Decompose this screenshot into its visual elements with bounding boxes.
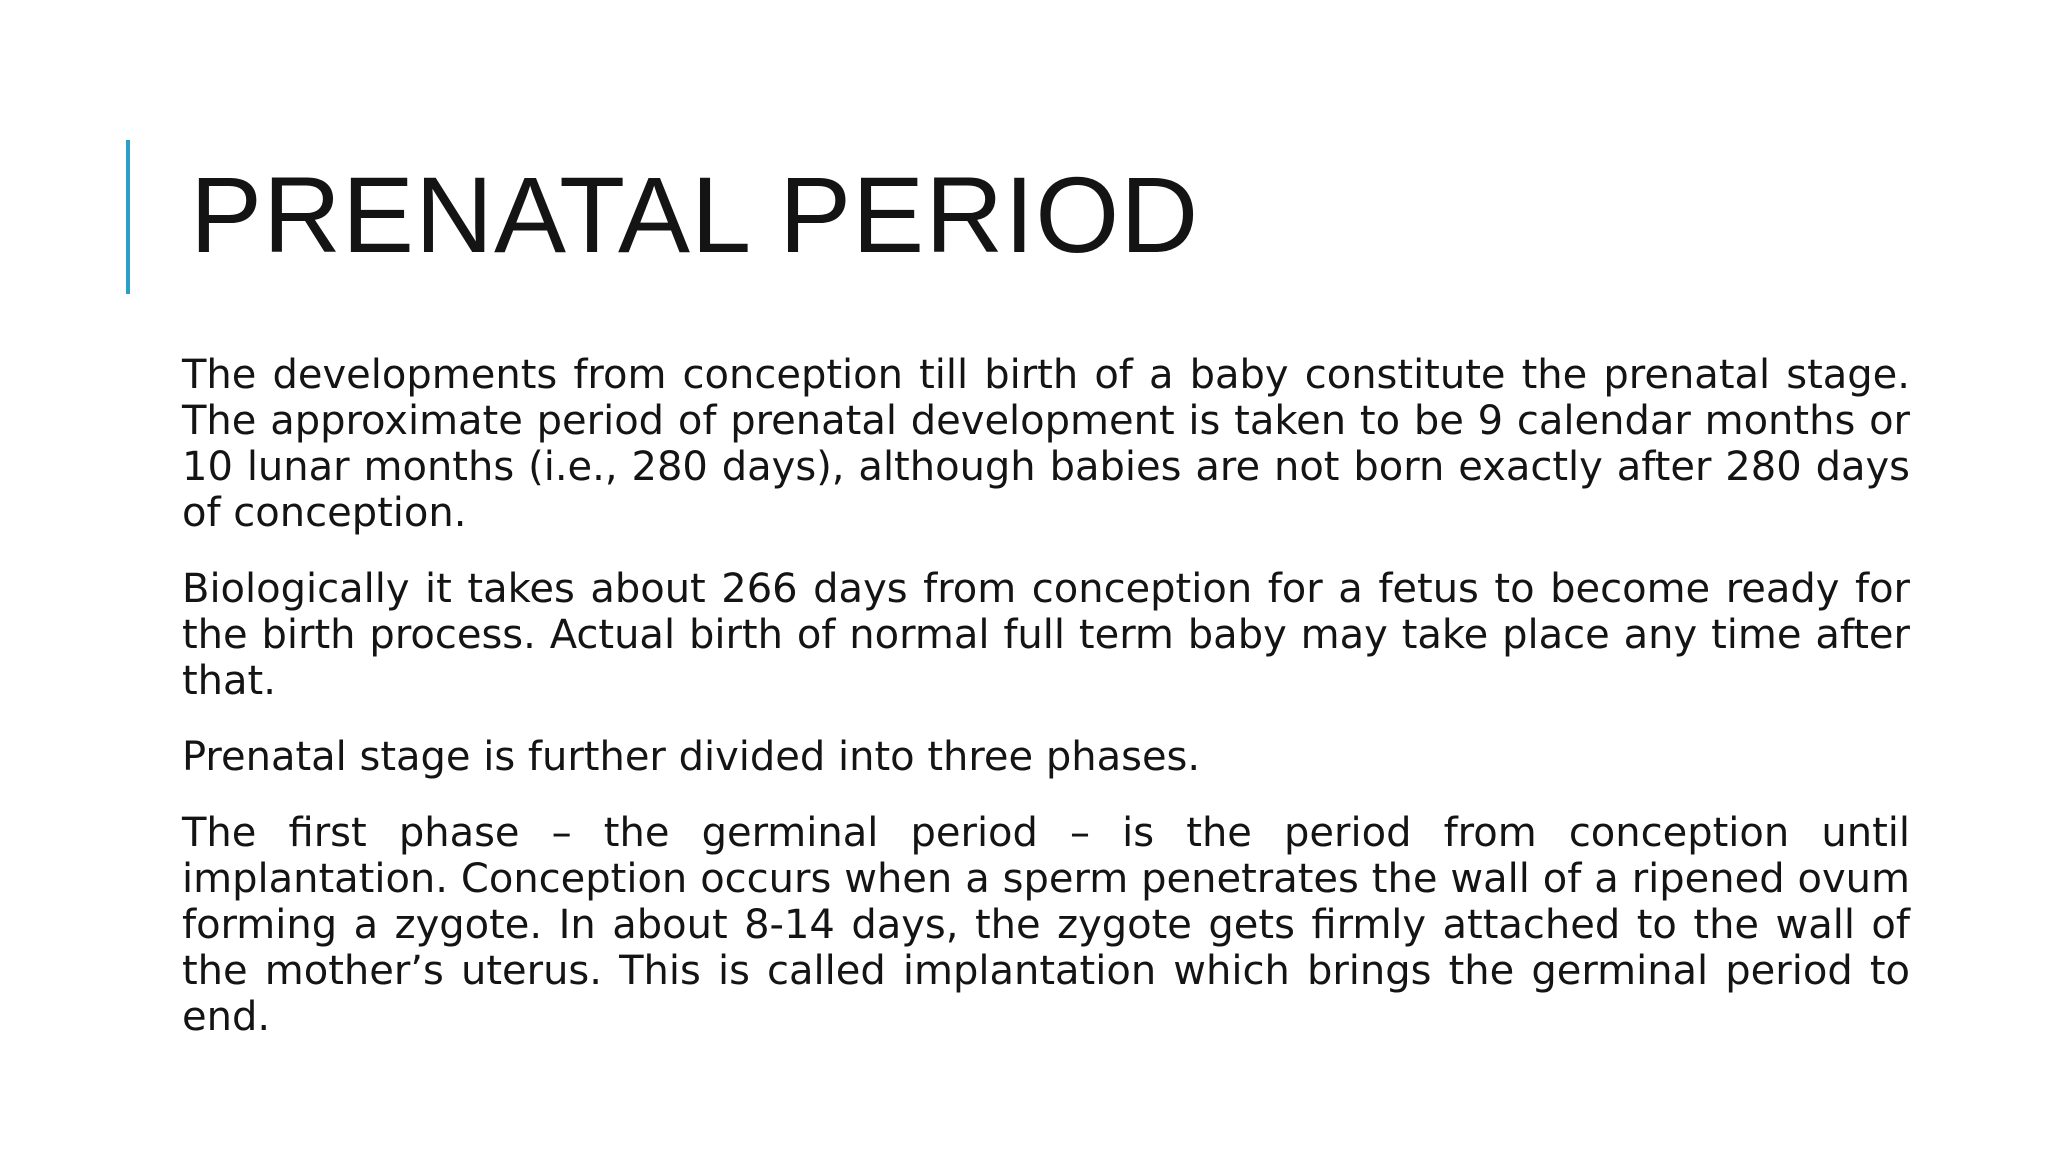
body-paragraph-germinal: The first phase – the germinal period – is the period from conception until implantation. Conception occurs when a sperm penetrates the wall of a ripened ovum forming a zygote. In about 8-14 days, the zygote gets firmly attached to the wall of the mother’s uterus. This is called implantation which brings the germinal period to end. — [182, 810, 1910, 1040]
slide-title: PRENATAL PERIOD — [190, 154, 1200, 275]
body-paragraph-conception: The developments from conception till birth of a baby constitute the prenatal stage. The approximate period of prenatal development is taken to be 9 calendar months or 10 lunar months (i.e., 280 days), although babies are not born exactly after 280 days of conception. — [182, 352, 1910, 536]
title-accent-bar — [126, 140, 130, 294]
slide-body — [182, 352, 1910, 1070]
body-paragraph-biological: Biologically it takes about 266 days from conception for a fetus to become ready for the birth process. Actual birth of normal full term baby may take place any time after that. — [182, 566, 1910, 704]
body-paragraph-phases: Prenatal stage is further divided into three phases. — [182, 734, 1201, 780]
